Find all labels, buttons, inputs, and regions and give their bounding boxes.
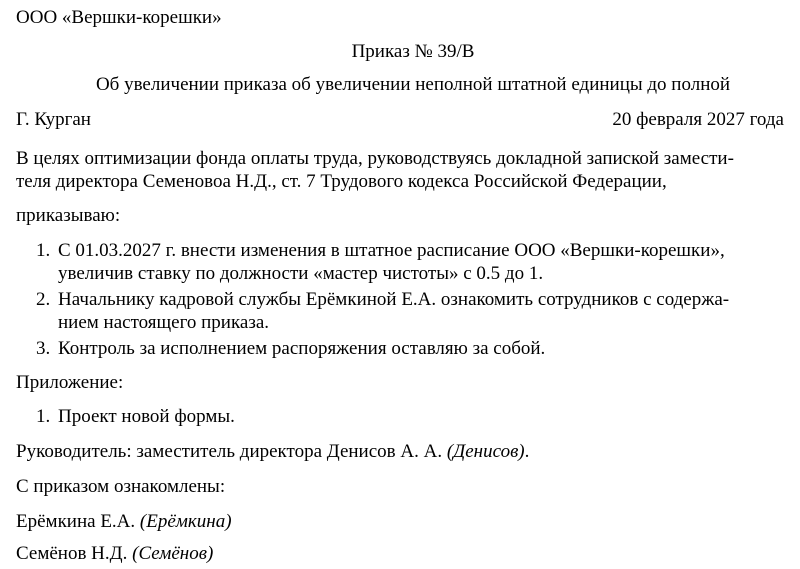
head-suffix: . <box>524 441 530 462</box>
order-date: 20 февраля 2027 года <box>612 109 784 130</box>
order-word: приказываю: <box>16 205 121 226</box>
order-item-number: 1. <box>36 240 51 261</box>
signer-row <box>16 510 232 534</box>
signer-name: Ерёмкина Е.А. <box>16 511 136 532</box>
head-text: Руководитель: заместитель директора Денисов А. А. <box>16 441 443 462</box>
order-title: Приказ № 39/В <box>351 41 475 62</box>
appendix-item-text: Проект новой формы. <box>58 406 235 427</box>
appendix-item-number: 1. <box>36 406 51 427</box>
order-subject: Об увеличении приказа об увеличении неполной штатной единицы до полной <box>95 74 731 95</box>
order-item-number: 3. <box>36 338 51 359</box>
city: Г. Курган <box>16 109 91 130</box>
order-item-text: Начальнику кадровой службы Ерёмкиной Е.А. ознакомить сотрудников с содержа- <box>58 289 730 310</box>
order-item-text-continued: нием настоящего приказа. <box>58 312 270 333</box>
acquainted-label: С приказом ознакомлены: <box>16 476 226 497</box>
signer-signature: (Семёнов) <box>132 543 214 564</box>
appendix-label: Приложение: <box>16 372 124 393</box>
order-item-text: С 01.03.2027 г. внести изменения в штатное расписание ООО «Вершки-корешки», <box>58 240 725 261</box>
order-item-number: 2. <box>36 289 51 310</box>
preamble-line-1: В целях оптимизации фонда оплаты труда, руководствуясь докладной запиской замести- <box>16 148 734 169</box>
head-signature: (Денисов) <box>446 441 525 462</box>
head-signature-line <box>16 440 529 464</box>
company-name: ООО «Вершки-корешки» <box>16 7 222 28</box>
signer-name: Семёнов Н.Д. <box>16 543 128 564</box>
order-item-text: Контроль за исполнением распоряжения оставляю за собой. <box>58 338 546 359</box>
order-item-text-continued: увеличив ставку по должности «мастер чистоты» с 0.5 до 1. <box>58 263 544 284</box>
signer-row <box>16 542 213 566</box>
signer-signature: (Ерёмкина) <box>139 511 232 532</box>
preamble-line-2: теля директора Семеновоа Н.Д., ст. 7 Трудового кодекса Российской Федерации, <box>16 171 667 192</box>
